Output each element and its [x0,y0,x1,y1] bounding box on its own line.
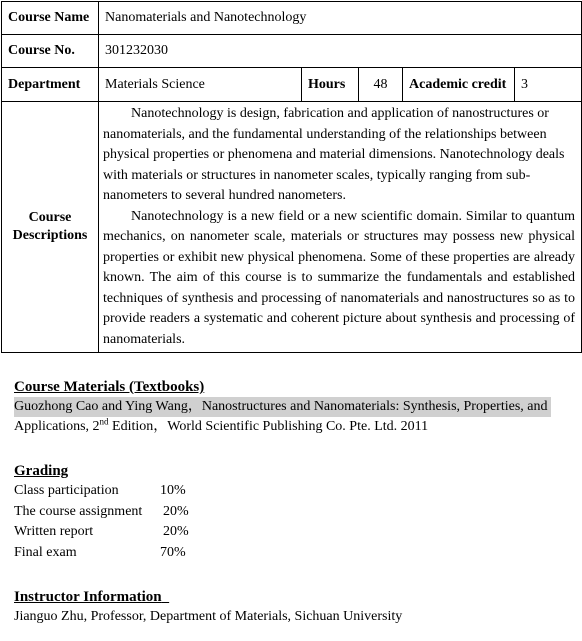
grading-item-value: 20% [163,524,189,539]
department-row [2,68,582,102]
hours-value: 48 [359,68,403,102]
course-no-row [2,35,582,68]
grading-section [14,461,574,563]
grading-item [14,522,574,543]
course-materials-section [14,377,574,437]
grading-item [14,502,574,523]
description-paragraph-2: Nanotechnology is a new field or a new scientific domain. Similar to quantum mechanics, on nanometer scale, materials or structures may possess new physical properties or exhibit new physical phenomena. Some of these properties are already known. The aim of this course is to summarize the fundamentals and established techniques of synthesis and processing of nanomaterials and nanostructures so as to provide readers a systematic and coherent picture about synthesis and processing of nanomaterials. [103,208,576,347]
textbook-citation-line2-prefix: Applications, 2 [14,419,100,434]
instructor-text: Jianguo Zhu, Professor, Department of Materials, Sichuan University [14,609,403,624]
course-name-value: Nanomaterials and Nanotechnology [99,2,582,35]
academic-credit-value: 3 [515,68,582,102]
grading-item-value: 20% [163,503,189,519]
description-paragraph-1: Nanotechnology is design, fabrication and application of nanostructures or nanomaterials, and the fundamental understanding of the relationships between physical properties or phenomena and material dimensions. Nanotechnology deals with materials or structures in nanometer scales, typically ranging from sub-nanometers to several hundred nanometers. [103,106,565,203]
grading-item-name: Class participation [14,483,119,498]
course-materials-line-2 [14,417,574,437]
course-descriptions-label-line1: Course [28,210,72,225]
grading-item-name: The course assignment [14,503,143,519]
grading-item-value: 70% [160,544,186,560]
course-name-row [2,2,582,35]
course-materials-line-1 [14,397,574,417]
grading-item-name: Final exam [14,544,77,560]
textbook-edition-superscript: nd [99,416,109,427]
course-no-value: 301232030 [99,35,582,68]
grading-item-name: Written report [14,524,94,539]
course-descriptions-label-line2: Descriptions [12,228,88,243]
grading-heading: Grading [14,463,69,479]
grading-item [14,481,574,502]
grading-item [14,543,574,564]
grading-item-value: 10% [160,483,186,498]
instructor-section [14,587,574,627]
hours-label: Hours [302,68,359,102]
course-materials-heading: Course Materials (Textbooks) [14,379,205,395]
department-value: Materials Science [99,68,302,102]
department-label: Department [2,68,99,102]
course-descriptions-text [99,102,582,353]
textbook-citation-line2-suffix: Edition，World Scientific Publishing Co. Pte. Ltd. 2011 [108,419,429,434]
textbook-citation-highlight: Guozhong Cao and Ying Wang，Nanostructures and Nanomaterials: Synthesis, Properties, and [14,397,551,417]
course-no-label: Course No. [2,35,99,68]
instructor-heading-text: Instructor Information [14,589,162,605]
course-info-table [1,1,582,353]
academic-credit-label: Academic credit [403,68,515,102]
course-descriptions-row [2,102,582,353]
course-name-label: Course Name [2,2,99,35]
course-descriptions-label [2,102,99,353]
instructor-heading [14,587,574,607]
